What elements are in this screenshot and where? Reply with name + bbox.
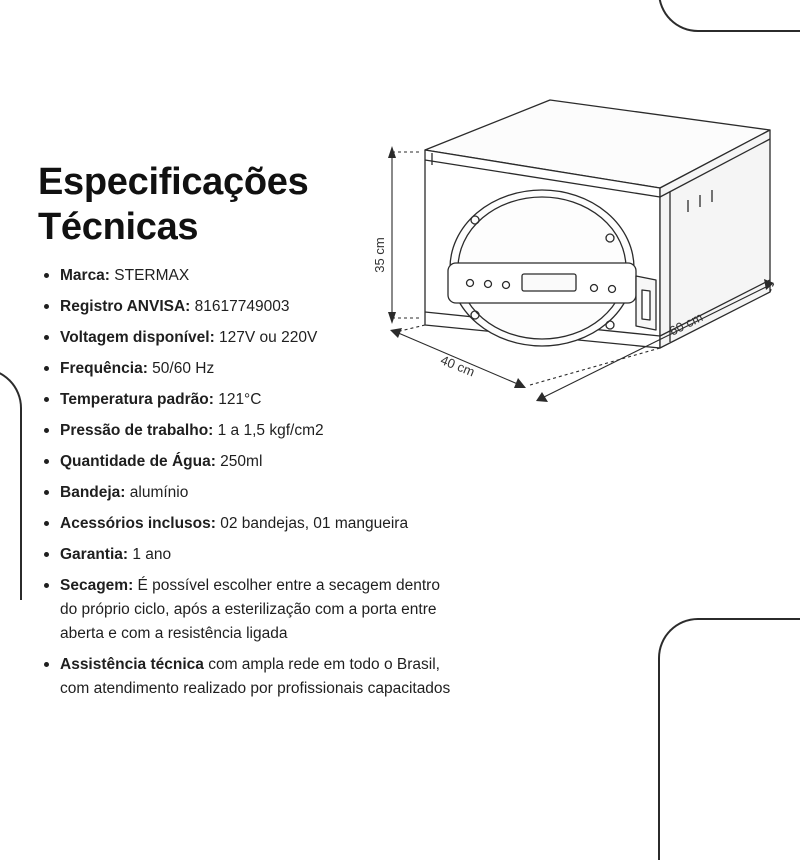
spec-value: 250ml — [215, 452, 263, 470]
spec-label: Assistência técnica — [60, 655, 204, 673]
dimension-label-height: 35 cm — [372, 237, 387, 273]
spec-label: Temperatura padrão: — [60, 390, 214, 408]
spec-value: STERMAX — [109, 266, 190, 284]
spec-value: É possível escolher entre a secagem dentro do próprio ciclo, após a esterilização com a porta entre aberta e com a resistência ligada — [60, 576, 440, 642]
list-item — [38, 388, 458, 412]
spec-label: Acessórios inclusos: — [60, 514, 216, 532]
spec-value: 1 a 1,5 kgf/cm2 — [213, 421, 324, 439]
spec-value: alumínio — [125, 483, 189, 501]
spec-value: com ampla rede em todo o Brasil, com atendimento realizado por profissionais capacitados — [60, 655, 451, 697]
list-item — [38, 357, 458, 381]
dimension-label-depth: 60 cm — [666, 309, 706, 339]
decorative-corner-bottom-left — [0, 368, 22, 600]
list-item — [38, 326, 458, 350]
spec-label: Pressão de trabalho: — [60, 421, 214, 439]
spec-label: Garantia: — [60, 545, 129, 563]
spec-value: 02 bandejas, 01 mangueira — [215, 514, 409, 532]
list-item — [38, 419, 458, 443]
spec-label: Secagem: — [60, 576, 134, 594]
page-title-line-1: Especificações — [38, 161, 309, 203]
spec-label: Marca: — [60, 266, 110, 284]
list-item — [38, 512, 458, 536]
list-item — [38, 295, 458, 319]
list-item — [38, 450, 458, 474]
list-item — [38, 543, 458, 567]
page-title-line-2: Técnicas — [38, 205, 199, 248]
spec-label: Bandeja: — [60, 483, 126, 501]
list-item — [38, 574, 458, 646]
spec-value: 1 ano — [128, 545, 172, 563]
spec-value: 121°C — [213, 390, 262, 408]
specifications-section — [38, 160, 458, 708]
spec-value: 50/60 Hz — [147, 359, 215, 377]
decorative-corner-bottom-right — [658, 618, 800, 860]
dimension-label-width: 40 cm — [438, 352, 477, 380]
page-title — [38, 160, 458, 250]
spec-label: Registro ANVISA: — [60, 297, 191, 315]
list-item — [38, 264, 458, 288]
spec-value: 127V ou 220V — [214, 328, 318, 346]
list-item — [38, 481, 458, 505]
spec-label: Quantidade de Água: — [60, 452, 216, 470]
spec-value: 81617749003 — [190, 297, 290, 315]
specification-list — [38, 264, 458, 701]
spec-label: Frequência: — [60, 359, 148, 377]
decorative-corner-top-right — [658, 0, 800, 32]
spec-label: Voltagem disponível: — [60, 328, 215, 346]
list-item — [38, 653, 458, 701]
